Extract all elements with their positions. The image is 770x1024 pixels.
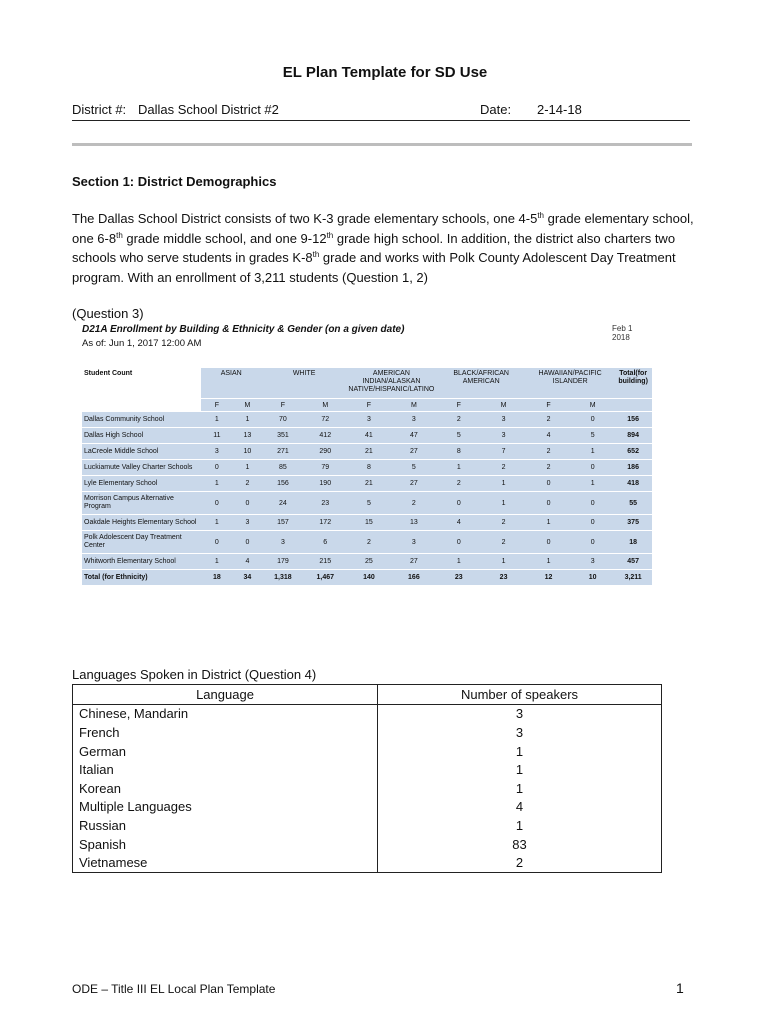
language-cell: German [73,742,378,761]
enrollment-value: 21 [346,444,391,460]
enrollment-value: 5 [346,492,391,515]
enrollment-value: 1 [436,554,481,570]
enrollment-value: 0 [571,460,614,476]
languages-caption: Languages Spoken in District (Question 4) [72,667,317,682]
enrollment-value: 290 [304,444,346,460]
enrollment-value: 27 [391,554,436,570]
languages-table [72,684,662,873]
enrollment-value: 0 [571,515,614,531]
enrollment-value: 10 [233,444,262,460]
speakers-cell: 3 [378,723,662,742]
table-row [82,460,652,476]
school-name: Oakdale Heights Elementary School [82,515,201,531]
enrollment-value: 3 [571,554,614,570]
gender-header: F [436,399,481,412]
table-row [82,554,652,570]
language-cell: Chinese, Mandarin [73,704,378,723]
enrollment-value: 4 [436,515,481,531]
language-cell: Italian [73,760,378,779]
section-1-title: Section 1: District Demographics [72,174,277,189]
enrollment-value: 13 [391,515,436,531]
enrollment-value: 1 [201,476,233,492]
enrollment-value: 85 [262,460,304,476]
enrollment-value: 3 [481,428,526,444]
school-name: Whitworth Elementary School [82,554,201,570]
enrollment-value: 15 [346,515,391,531]
enrollment-value: 1 [233,412,262,428]
enrollment-value: 0 [571,412,614,428]
enrollment-value: 47 [391,428,436,444]
ethnicity-header: AMERICAN INDIAN/ALASKAN NATIVE/HISPANIC/LATINO [346,368,436,399]
languages-header-row [73,685,662,705]
enrollment-value: 0 [201,492,233,515]
gender-header-blank [614,399,652,412]
table-row [82,515,652,531]
enrollment-value: 70 [262,412,304,428]
enrollment-value: 1 [571,444,614,460]
enrollment-value: 172 [304,515,346,531]
gender-header: F [262,399,304,412]
enrollment-value: 0 [571,492,614,515]
enrollment-report-image [68,322,652,602]
enrollment-table [82,368,652,586]
table-row [82,412,652,428]
table-row [73,760,662,779]
enrollment-value: 0 [201,460,233,476]
enrollment-value: 13 [233,428,262,444]
enrollment-value: 0 [526,531,571,554]
enrollment-value: 1 [481,492,526,515]
gender-header: M [304,399,346,412]
building-total: 457 [614,554,652,570]
enrollment-value: 8 [436,444,481,460]
speakers-cell: 83 [378,835,662,854]
enrollment-value: 0 [436,492,481,515]
table-row [73,704,662,723]
school-name: Polk Adolescent Day Treatment Center [82,531,201,554]
enrollment-value: 1 [201,412,233,428]
enrollment-value: 27 [391,476,436,492]
table-row [73,798,662,817]
enrollment-value: 351 [262,428,304,444]
enrollment-value: 11 [201,428,233,444]
footer-text: ODE – Title III EL Local Plan Template [72,982,276,996]
gender-header: M [233,399,262,412]
enrollment-value: 27 [391,444,436,460]
enrollment-value: 0 [233,492,262,515]
enrollment-value: 1 [481,476,526,492]
enrollment-value: 2 [346,531,391,554]
enrollment-value: 2 [526,444,571,460]
enrollment-value: 1 [201,554,233,570]
school-name: Lyle Elementary School [82,476,201,492]
school-name: Morrison Campus Alternative Program [82,492,201,515]
enrollment-value: 5 [571,428,614,444]
speakers-cell: 3 [378,704,662,723]
enrollment-value: 41 [346,428,391,444]
building-total: 18 [614,531,652,554]
speakers-column-header: Number of speakers [378,685,662,705]
table-row [82,531,652,554]
enrollment-value: 2 [526,412,571,428]
enrollment-value: 2 [391,492,436,515]
building-total: 652 [614,444,652,460]
language-cell: Korean [73,779,378,798]
language-cell: Multiple Languages [73,798,378,817]
enrollment-value: 0 [436,531,481,554]
ethnicity-total-value: 34 [233,570,262,586]
ethnicity-total-value: 140 [346,570,391,586]
table-row [73,853,662,872]
table-row [73,816,662,835]
ethnicity-total-row [82,570,652,586]
enrollment-value: 1 [436,460,481,476]
gender-header: F [346,399,391,412]
enrollment-value: 4 [233,554,262,570]
gender-header: M [481,399,526,412]
gender-header: M [571,399,614,412]
enrollment-value: 6 [304,531,346,554]
building-total: 894 [614,428,652,444]
table-row [82,428,652,444]
question-3-label: (Question 3) [72,306,144,321]
section-1-paragraph: The Dallas School District consists of two K-3 grade elementary schools, one 4-5th grade elementary school, one 6-8th grade middle school, and one 9-12th grade high school. In addition, the district also charters two schools who serve students in grades K-8th grade and works with Polk County Adolescent Day Treatment program. With an enrollment of 3,211 students (Question 1, 2) [72,211,694,285]
enrollment-value: 2 [481,515,526,531]
enrollment-value: 190 [304,476,346,492]
school-name: Dallas Community School [82,412,201,428]
enrollment-value: 0 [571,531,614,554]
report-as-of: As of: Jun 1, 2017 12:00 AM [82,338,202,349]
enrollment-value: 156 [262,476,304,492]
enrollment-value: 25 [346,554,391,570]
ethnicity-total-value: 1,467 [304,570,346,586]
table-row [82,492,652,515]
enrollment-value: 1 [526,554,571,570]
enrollment-value: 2 [481,531,526,554]
enrollment-value: 21 [346,476,391,492]
enrollment-value: 0 [526,492,571,515]
enrollment-value: 0 [233,531,262,554]
enrollment-value: 7 [481,444,526,460]
enrollment-value: 4 [526,428,571,444]
enrollment-value: 3 [391,412,436,428]
enrollment-value: 1 [571,476,614,492]
ethnicity-total-value: 23 [436,570,481,586]
enrollment-value: 24 [262,492,304,515]
student-count-header: Student Count [82,368,201,399]
gender-header-blank [82,399,201,412]
table-row [82,444,652,460]
school-name: Luckiamute Valley Charter Schools [82,460,201,476]
enrollment-value: 179 [262,554,304,570]
enrollment-value: 1 [526,515,571,531]
table-row [73,742,662,761]
enrollment-value: 3 [391,531,436,554]
language-cell: French [73,723,378,742]
enrollment-value: 2 [526,460,571,476]
enrollment-value: 2 [481,460,526,476]
enrollment-value: 0 [201,531,233,554]
ethnicity-total-value: 10 [571,570,614,586]
building-total: 186 [614,460,652,476]
enrollment-value: 3 [262,531,304,554]
report-title: D21A Enrollment by Building & Ethnicity & Gender (on a given date) [82,324,405,335]
building-total: 418 [614,476,652,492]
speakers-cell: 1 [378,760,662,779]
speakers-cell: 1 [378,779,662,798]
gender-header: F [526,399,571,412]
enrollment-value: 1 [481,554,526,570]
enrollment-value: 0 [526,476,571,492]
enrollment-value: 3 [201,444,233,460]
enrollment-value: 215 [304,554,346,570]
school-name: Dallas High School [82,428,201,444]
total-row-label: Total (for Ethnicity) [82,570,201,586]
ethnicity-header: BLACK/AFRICAN AMERICAN [436,368,526,399]
ethnicity-total-value: 12 [526,570,571,586]
language-column-header: Language [73,685,378,705]
ethnicity-total-value: 23 [481,570,526,586]
district-value: Dallas School District #2 [138,102,279,117]
enrollment-value: 157 [262,515,304,531]
ethnicity-total-value: 1,318 [262,570,304,586]
document-title: EL Plan Template for SD Use [282,64,488,81]
building-total: 375 [614,515,652,531]
table-row [82,476,652,492]
enrollment-value: 8 [346,460,391,476]
building-total: 55 [614,492,652,515]
speakers-cell: 2 [378,853,662,872]
gender-header: M [391,399,436,412]
enrollment-value: 72 [304,412,346,428]
section-divider [72,143,692,146]
enrollment-value: 271 [262,444,304,460]
school-name: LaCreole Middle School [82,444,201,460]
page-number: 1 [676,980,684,996]
enrollment-value: 23 [304,492,346,515]
enrollment-value: 2 [436,412,481,428]
ethnicity-header: HAWAIIAN/PACIFIC ISLANDER [526,368,614,399]
enrollment-value: 3 [481,412,526,428]
enrollment-value: 412 [304,428,346,444]
grand-total: 3,211 [614,570,652,586]
enrollment-value: 3 [346,412,391,428]
enrollment-value: 2 [233,476,262,492]
ethnicity-total-value: 166 [391,570,436,586]
language-cell: Russian [73,816,378,835]
speakers-cell: 1 [378,816,662,835]
date-value: 2-14-18 [537,102,582,117]
table-row [73,835,662,854]
district-label: District #: [72,102,127,117]
table-row [73,723,662,742]
enrollment-value: 2 [436,476,481,492]
building-total: 156 [614,412,652,428]
enrollment-value: 5 [436,428,481,444]
district-date-line [72,100,690,121]
ethnicity-total-value: 18 [201,570,233,586]
enrollment-value: 1 [233,460,262,476]
ethnicity-header: ASIAN [201,368,262,399]
total-building-header: Total(for building) [614,368,652,399]
language-cell: Spanish [73,835,378,854]
enrollment-value: 1 [201,515,233,531]
speakers-cell: 1 [378,742,662,761]
speakers-cell: 4 [378,798,662,817]
enrollment-value: 5 [391,460,436,476]
enrollment-value: 3 [233,515,262,531]
gender-header-row [82,399,652,412]
ethnicity-header: WHITE [262,368,347,399]
enrollment-header-row [82,368,652,399]
date-label: Date: [480,102,512,117]
gender-header: F [201,399,233,412]
language-cell: Vietnamese [73,853,378,872]
enrollment-value: 79 [304,460,346,476]
table-row [73,779,662,798]
report-print-date: Feb 1 2018 [612,324,633,342]
